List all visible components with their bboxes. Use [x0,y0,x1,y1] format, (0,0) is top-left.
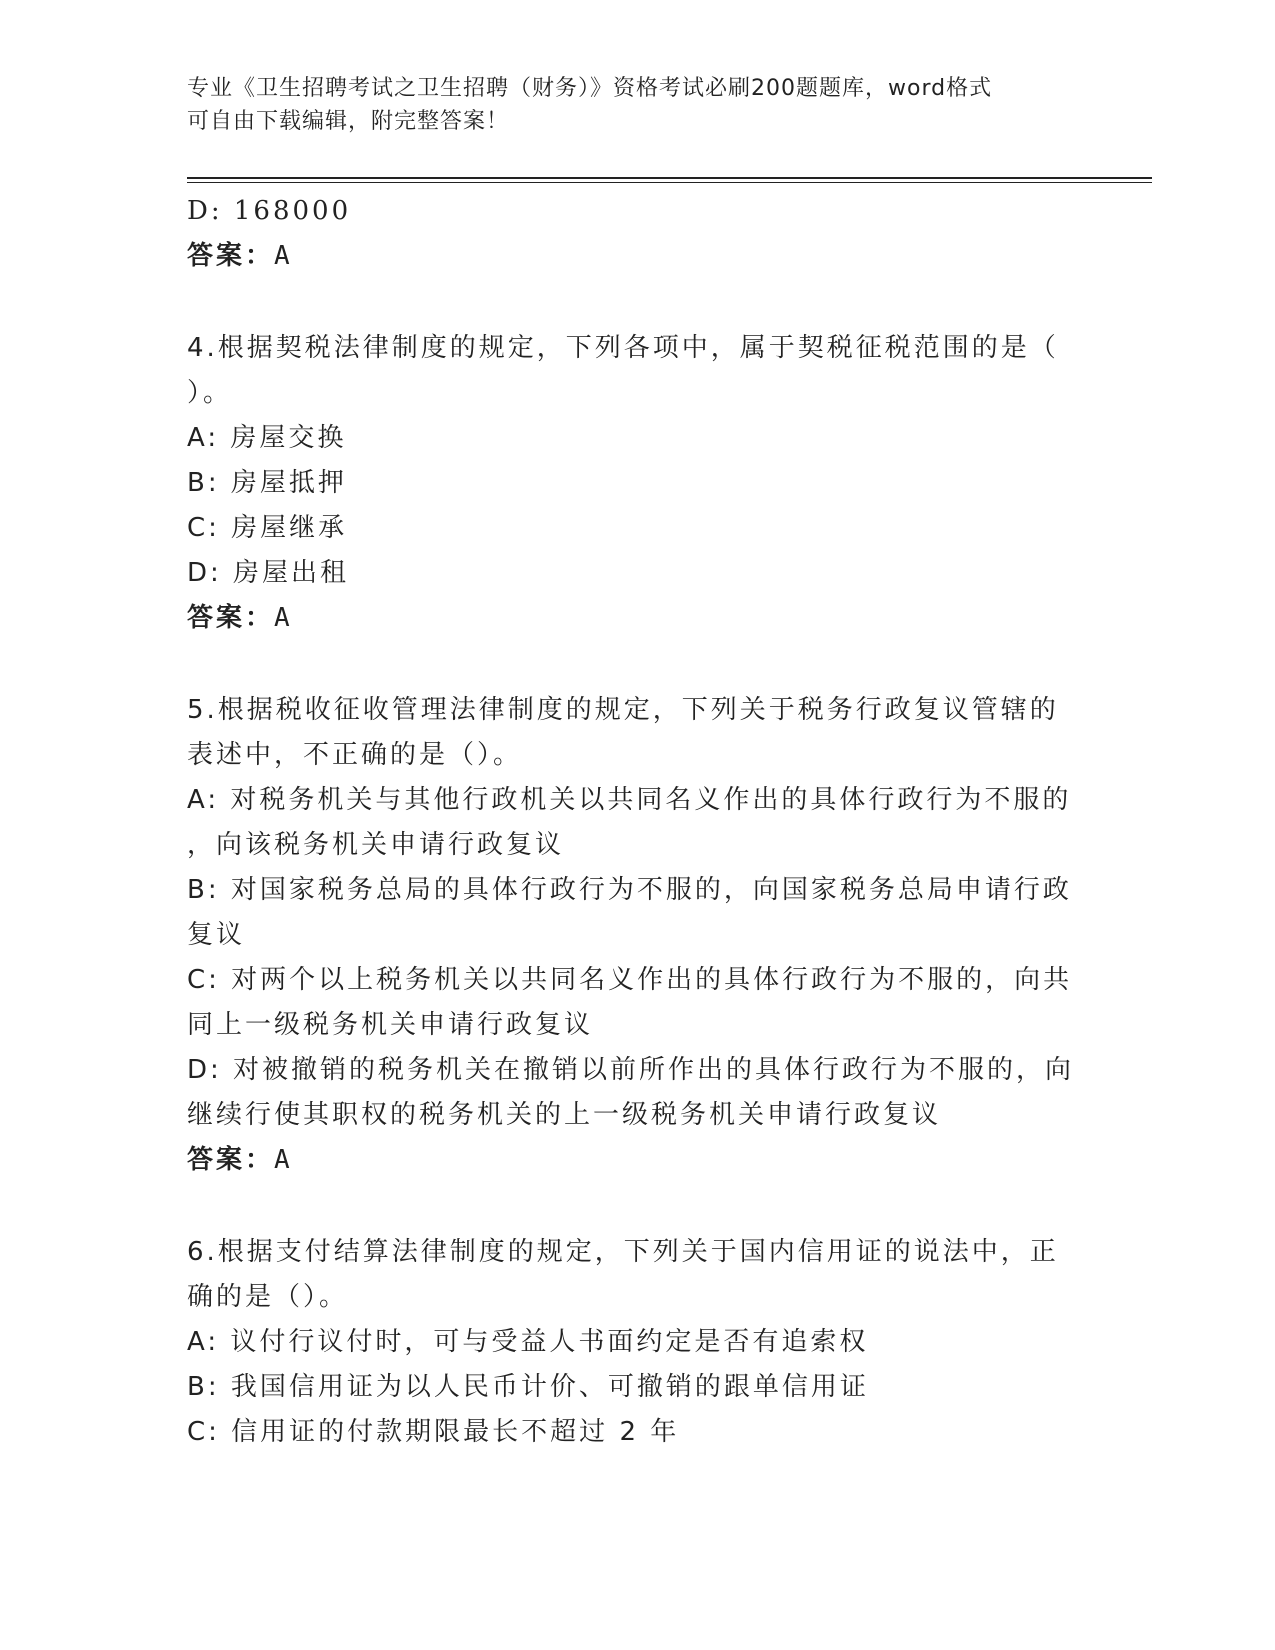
header-divider-thin [187,182,1152,183]
option-b-line-2: 复议 [187,920,246,950]
answer-line [187,1138,1087,1183]
answer-label: 答案： [187,241,275,271]
option-c: C: 房屋继承 [187,513,348,543]
question-stem-line-1: 6.根据支付结算法律制度的规定，下列关于国内信用证的说法中，正 [187,1237,1059,1267]
header-divider-thick [187,177,1152,179]
option-c-line-2: 同上一级税务机关申请行政复议 [187,1010,594,1040]
option-a-line-1: A: 对税务机关与其他行政机关以共同名义作出的具体行政行为不服的 [187,785,1072,815]
option-a: A: 议付行议付时，可与受益人书面约定是否有追索权 [187,1327,869,1357]
question-4 [187,326,1087,641]
question-stem-line-2: ）。 [187,378,233,408]
answer-line [187,234,1087,279]
option-b-line-1: B: 对国家税务总局的具体行政行为不服的，向国家税务总局申请行政 [187,875,1072,905]
option-d-line-1: D: 对被撤销的税务机关在撤销以前所作出的具体行政行为不服的，向 [187,1055,1075,1085]
answer-value: A [274,241,293,271]
question-6 [187,1230,1087,1455]
question-3-tail [187,189,1087,279]
question-5 [187,688,1087,1183]
header-title-line-2: 可自由下载编辑，附完整答案！ [187,109,510,134]
option-b: B: 房屋抵押 [187,468,347,498]
question-list [187,189,1087,1455]
question-stem-line-2: 确的是（）。 [187,1282,349,1312]
spacer [187,641,1087,688]
option-a: A: 房屋交换 [187,423,347,453]
answer-label: 答案： [187,603,275,633]
answer-label: 答案： [187,1145,275,1175]
option-c-line-1: C: 对两个以上税务机关以共同名义作出的具体行政行为不服的，向共 [187,965,1073,995]
question-stem-line-2: 表述中，不正确的是（）。 [187,740,523,770]
option-c: C: 信用证的付款期限最长不超过 2 年 [187,1417,680,1447]
option-b: B: 我国信用证为以人民币计价、可撤销的跟单信用证 [187,1372,869,1402]
header-title-line-1: 专业《卫生招聘考试之卫生招聘（财务）》资格考试必刷200题题库，word格式 [187,76,993,101]
question-stem-line-1: 5.根据税收征收管理法律制度的规定，下列关于税务行政复议管辖的 [187,695,1059,725]
option-d: D: 168000 [187,196,352,226]
answer-value: A [274,603,293,633]
question-stem-line-1: 4.根据契税法律制度的规定，下列各项中，属于契税征税范围的是（ [187,333,1059,363]
spacer [187,1183,1087,1230]
answer-line [187,596,1087,641]
option-d-line-2: 继续行使其职权的税务机关的上一级税务机关申请行政复议 [187,1100,942,1130]
option-d: D: 房屋出租 [187,558,350,588]
option-a-line-2: ，向该税务机关申请行政复议 [187,830,565,860]
document-header [187,72,1087,138]
spacer [187,279,1087,326]
answer-value: A [274,1145,293,1175]
